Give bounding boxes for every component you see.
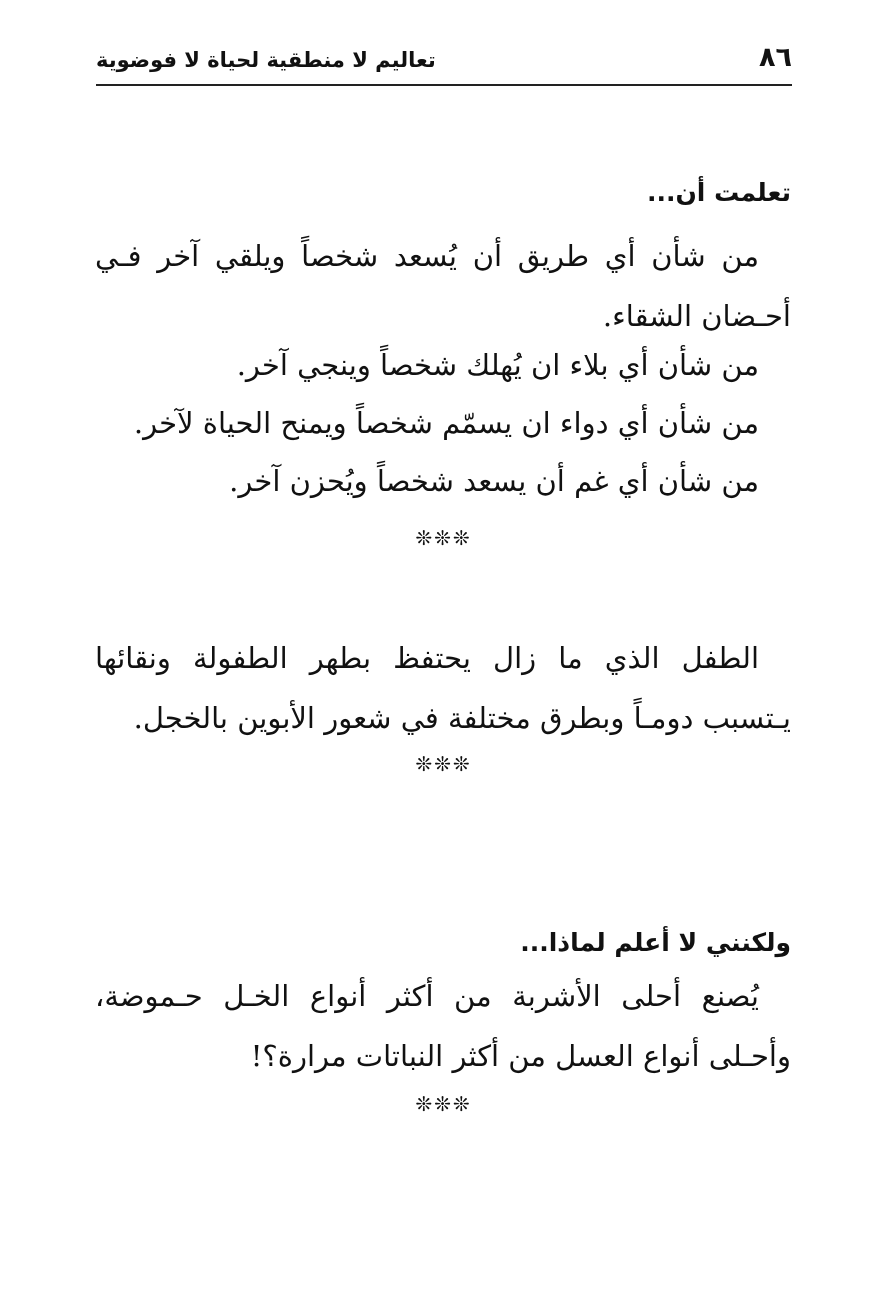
section-heading-dont-know: ولكنني لا أعلم لماذا... [520, 928, 791, 957]
section-separator: ❊❊❊ [415, 526, 472, 550]
line-medicine: من شأن أي دواء ان يسمّم شخصاً ويمنح الحياة لآخر. [133, 406, 759, 440]
paragraph-path: من شأن أي طريق أن يُسعد شخصاً ويلقي آخر فـي أحـضان الشقاء. [95, 239, 791, 333]
line-sorrow: من شأن أي غم أن يسعد شخصاً ويُحزن آخر. [229, 464, 759, 498]
page-header [96, 40, 792, 86]
section-heading-learned: تعلمت أن... [646, 178, 791, 207]
section-separator: ❊❊❊ [415, 752, 472, 776]
running-title: تعاليم لا منطقية لحياة لا فوضوية [96, 48, 436, 72]
paragraph-child: الطفل الذي ما زال يحتفظ بطهر الطفولة ونقائها يـتسبب دومـاً وبطرق مختلفة في شعور الأبوين بالخجل. [95, 641, 791, 735]
paragraph-vinegar-honey: يُصنع أحلى الأشربة من أكثر أنواع الخـل حـموضة، وأحـلى أنواع العسل من أكثر النباتات مرارة؟! [95, 979, 791, 1073]
section-separator: ❊❊❊ [415, 1092, 472, 1116]
page-number: ٨٦ [759, 42, 792, 73]
line-calamity: من شأن أي بلاء ان يُهلك شخصاً وينجي آخر. [236, 348, 759, 382]
